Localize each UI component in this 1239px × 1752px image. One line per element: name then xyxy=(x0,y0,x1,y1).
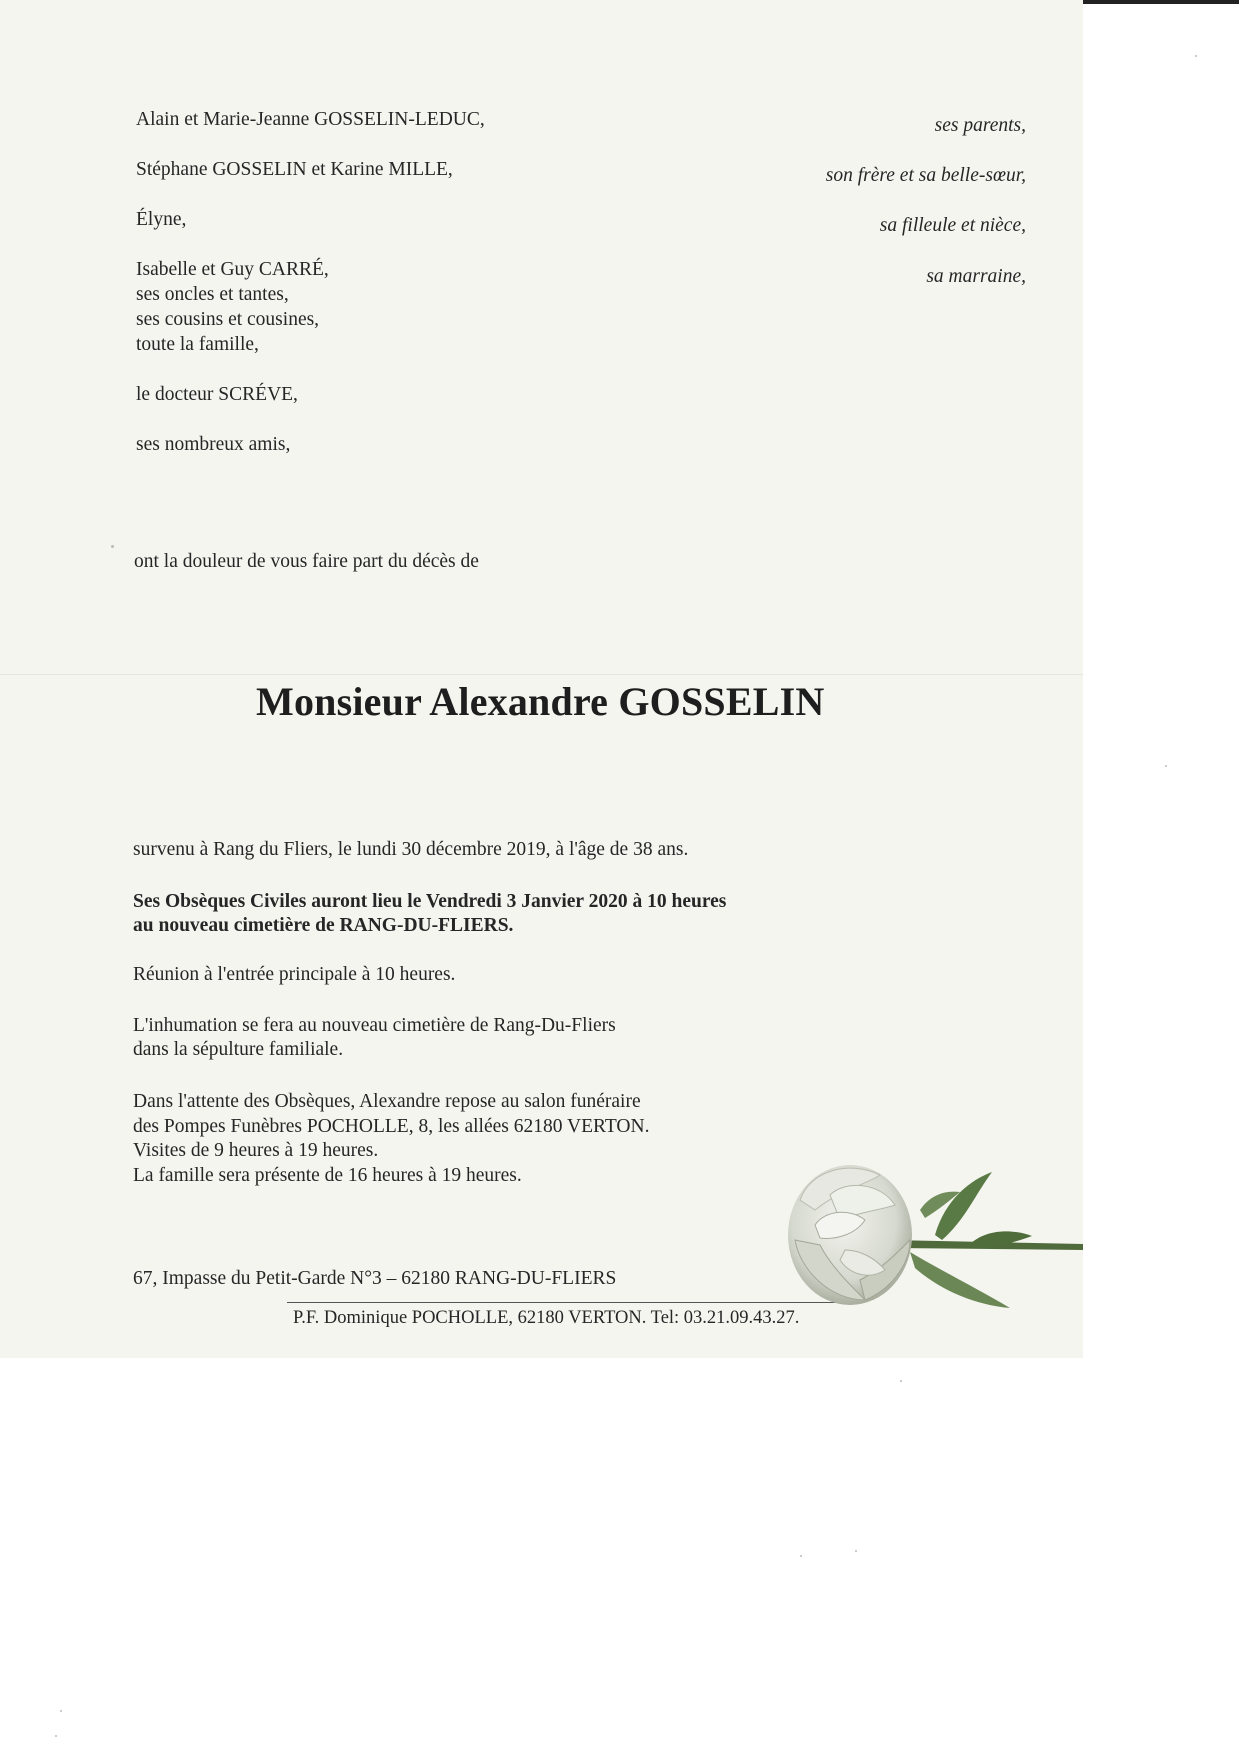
family-brother-name: Stéphane GOSSELIN et Karine MILLE, xyxy=(136,159,453,180)
relation-goddaughter: sa filleule et nièce, xyxy=(879,215,1026,236)
burial-line: L'inhumation se fera au nouveau cimetière de Rang-Du-Fliers xyxy=(133,1015,616,1036)
extended-family-line: toute la famille, xyxy=(136,334,259,355)
friends-line: ses nombreux amis, xyxy=(136,434,291,455)
funeral-line: au nouveau cimetière de RANG-DU-FLIERS. xyxy=(133,915,514,936)
extended-family-line: ses oncles et tantes, xyxy=(136,284,289,305)
scan-speck xyxy=(60,1710,62,1712)
scan-speck xyxy=(855,1550,857,1552)
visitation-line: Dans l'attente des Obsèques, Alexandre repose au salon funéraire xyxy=(133,1091,641,1112)
relation-parents: ses parents, xyxy=(934,115,1026,136)
family-goddaughter-name: Élyne, xyxy=(136,209,187,230)
scan-speck xyxy=(900,1380,902,1382)
scan-speck xyxy=(1165,765,1167,767)
visitation-line: Visites de 9 heures à 19 heures. xyxy=(133,1140,379,1161)
visitation-line: des Pompes Funèbres POCHOLLE, 8, les allées 62180 VERTON. xyxy=(133,1116,650,1137)
visitation-line: La famille sera présente de 16 heures à 19 heures. xyxy=(133,1165,522,1186)
doctor-line: le docteur SCRÉVE, xyxy=(136,384,298,405)
funeral-line: Ses Obsèques Civiles auront lieu le Vendredi 3 Janvier 2020 à 10 heures xyxy=(133,891,727,912)
relations-column xyxy=(706,0,1026,287)
white-rose-icon xyxy=(770,1140,1083,1350)
scan-speck xyxy=(800,1555,802,1557)
scan-speck xyxy=(55,1735,57,1737)
death-details: survenu à Rang du Fliers, le lundi 30 décembre 2019, à l'âge de 38 ans. xyxy=(133,839,689,860)
scan-speck xyxy=(1195,55,1197,57)
family-parents-name: Alain et Marie-Jeanne GOSSELIN-LEDUC, xyxy=(136,109,485,130)
relation-brother: son frère et sa belle-sœur, xyxy=(825,165,1026,186)
burial-line: dans la sépulture familiale. xyxy=(133,1039,344,1060)
family-godmother-name: Isabelle et Guy CARRÉ, xyxy=(136,259,329,280)
family-address: 67, Impasse du Petit-Garde N°3 – 62180 RANG-DU-FLIERS xyxy=(133,1268,617,1289)
meeting-line: Réunion à l'entrée principale à 10 heures. xyxy=(133,964,456,985)
relation-godmother: sa marraine, xyxy=(926,266,1026,287)
extended-family-line: ses cousins et cousines, xyxy=(136,309,320,330)
card-fold-line xyxy=(0,674,1083,675)
announcement-line: ont la douleur de vous faire part du décès de xyxy=(134,551,479,572)
scan-speck xyxy=(111,545,114,548)
funeral-home-line: P.F. Dominique POCHOLLE, 62180 VERTON. Tel: 03.21.09.43.27. xyxy=(293,1308,800,1328)
scan-edge-bar xyxy=(1083,0,1239,4)
deceased-name: Monsieur Alexandre GOSSELIN xyxy=(256,679,825,724)
